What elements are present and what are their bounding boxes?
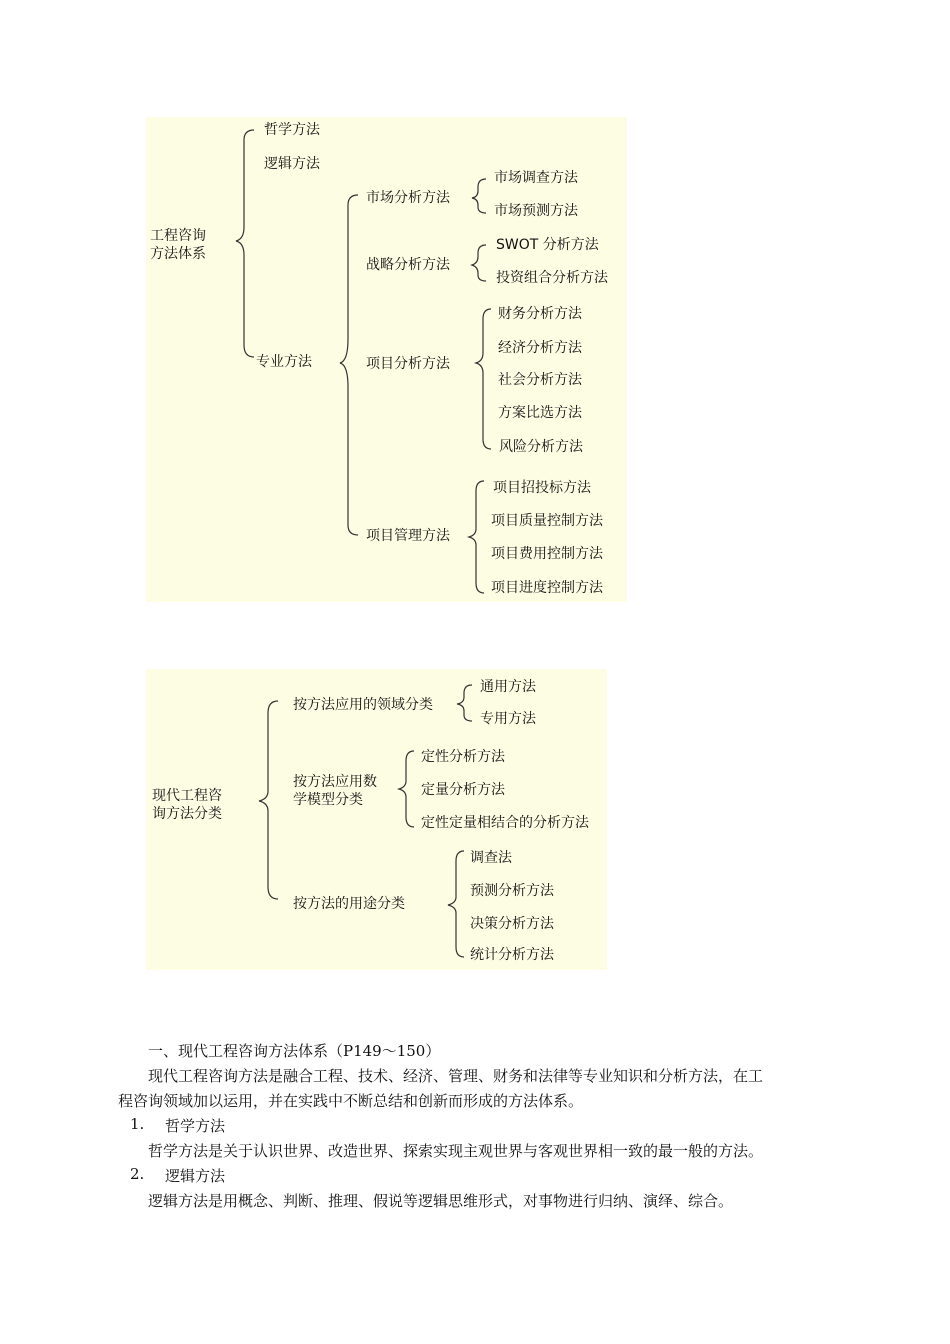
method-classification-diagram [146,669,607,970]
node-by-model [293,773,403,809]
node-strategy-child-1: SWOT 分析方法 [496,237,599,253]
root-line-2: 方法体系 [150,246,206,262]
node-market-child-1: 市场调查方法 [494,170,578,186]
node-project-analysis: 项目分析方法 [366,356,450,372]
item-1-title: 哲学方法 [165,1117,226,1135]
node-project-mgmt-child-4: 项目进度控制方法 [491,580,603,596]
node-by-domain-child-1: 通用方法 [480,679,536,695]
node-by-model-child-1: 定性分析方法 [421,749,505,765]
node-project-analysis-child-1: 财务分析方法 [498,306,582,322]
node-project-analysis-child-2: 经济分析方法 [498,340,582,356]
node-by-use-child-1: 调查法 [470,850,512,866]
node-by-model-child-2: 定量分析方法 [421,782,505,798]
item-1-number: 1. [130,1115,145,1133]
item-1-text: 哲学方法是关于认识世界、改造世界、探索实现主观世界与客观世界相一致的最一般的方法。 [148,1142,764,1160]
node-professional: 专业方法 [256,354,312,370]
root-line-2: 询方法分类 [152,806,222,822]
node-logic: 逻辑方法 [264,156,320,172]
node-project-analysis-child-3: 社会分析方法 [498,372,582,388]
method-system-diagram [146,117,627,602]
node-project-mgmt-child-2: 项目质量控制方法 [491,513,603,529]
node-by-use-child-4: 统计分析方法 [470,947,554,963]
node-by-model-line-2: 学模型分类 [293,792,363,808]
node-philosophy: 哲学方法 [264,122,320,138]
node-project-mgmt-child-1: 项目招投标方法 [493,480,591,496]
node-by-domain: 按方法应用的领域分类 [293,697,433,713]
node-market: 市场分析方法 [366,190,450,206]
root-line-1: 现代工程咨 [152,788,222,804]
intro-paragraph-line-2: 程咨询领域加以运用，并在实践中不断总结和创新而形成的方法体系。 [118,1092,584,1110]
root-node [152,787,242,823]
item-2-text: 逻辑方法是用概念、判断、推理、假说等逻辑思维形式，对事物进行归纳、演绎、综合。 [148,1192,734,1210]
root-node [150,227,220,263]
node-by-domain-child-2: 专用方法 [480,711,536,727]
node-by-use-child-3: 决策分析方法 [470,916,554,932]
node-strategy-child-2: 投资组合分析方法 [496,270,608,286]
node-by-model-child-3: 定性定量相结合的分析方法 [421,815,589,831]
node-by-model-line-1: 按方法应用数 [293,774,377,790]
node-project-analysis-child-4: 方案比选方法 [498,405,582,421]
node-strategy: 战略分析方法 [366,257,450,273]
node-project-mgmt-child-3: 项目费用控制方法 [491,546,603,562]
item-2-number: 2. [130,1165,145,1183]
node-project-analysis-child-5: 风险分析方法 [499,439,583,455]
section-heading: 一、现代工程咨询方法体系（P149～150） [148,1042,441,1060]
node-by-use-child-2: 预测分析方法 [470,883,554,899]
intro-paragraph-line-1: 现代工程咨询方法是融合工程、技术、经济、管理、财务和法律等专业知识和分析方法，在工 [148,1067,764,1085]
item-2-title: 逻辑方法 [165,1167,226,1185]
node-market-child-2: 市场预测方法 [494,203,578,219]
node-project-mgmt: 项目管理方法 [366,528,450,544]
root-line-1: 工程咨询 [150,228,206,244]
node-by-use: 按方法的用途分类 [293,896,405,912]
